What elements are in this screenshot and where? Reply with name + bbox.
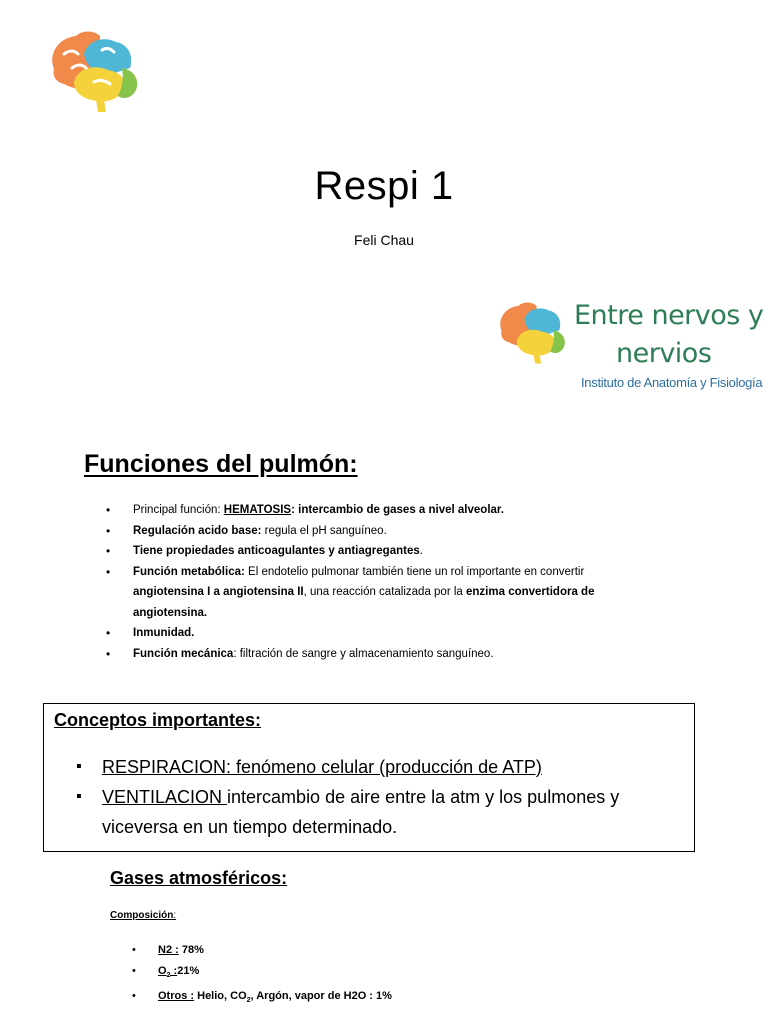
brand-name-line1: Entre nervos y <box>574 300 764 331</box>
list-item: ▪ RESPIRACION: fenómeno celular (producción de ATP) <box>76 752 686 782</box>
list-item: • N2 : 78% <box>132 940 392 961</box>
document-author: Feli Chau <box>354 232 414 248</box>
document-title: Respi 1 <box>314 164 454 208</box>
list-item: • Inmunidad. <box>106 623 646 644</box>
list-item: ▪ VENTILACION intercambio de aire entre la atm y los pulmones y viceversa en un tiempo determinado. <box>76 782 686 842</box>
gases-list <box>132 940 392 1011</box>
concepts-list <box>76 752 686 842</box>
brain-logo <box>44 24 144 114</box>
list-item: • $O_2$ :21% <box>132 961 392 986</box>
brand-name-line2: nervios <box>616 338 712 369</box>
list-item: • Tiene propiedades anticoagulantes y antiagregantes. <box>106 541 646 562</box>
list-item: • Regulación acido base: regula el pH sanguíneo. <box>106 521 646 542</box>
list-item: • Función metabólica: El endotelio pulmonar también tiene un rol importante en convertir angiotensina I a angiotensina II, una reacción catalizada por la enzima convertidora de angiotensina. <box>106 562 646 624</box>
composition-subheading: Composición: <box>110 910 177 921</box>
brand-brain-icon <box>494 296 570 366</box>
concepts-heading: Conceptos importantes: <box>54 710 262 730</box>
list-item: • Otros : Helio, $CO_2$, Argón, vapor de H2O : 1% <box>132 986 392 1011</box>
funciones-list <box>106 500 646 664</box>
section-heading-funciones: Funciones del pulmón: <box>84 450 358 478</box>
brand-subtitle: Instituto de Anatomía y Fisiología <box>581 375 763 390</box>
list-item: • Función mecánica: filtración de sangre y almacenamiento sanguíneo. <box>106 644 646 665</box>
gases-heading: Gases atmosféricos: <box>110 868 288 888</box>
list-item: • Principal función: HEMATOSIS: intercambio de gases a nivel alveolar. <box>106 500 646 521</box>
